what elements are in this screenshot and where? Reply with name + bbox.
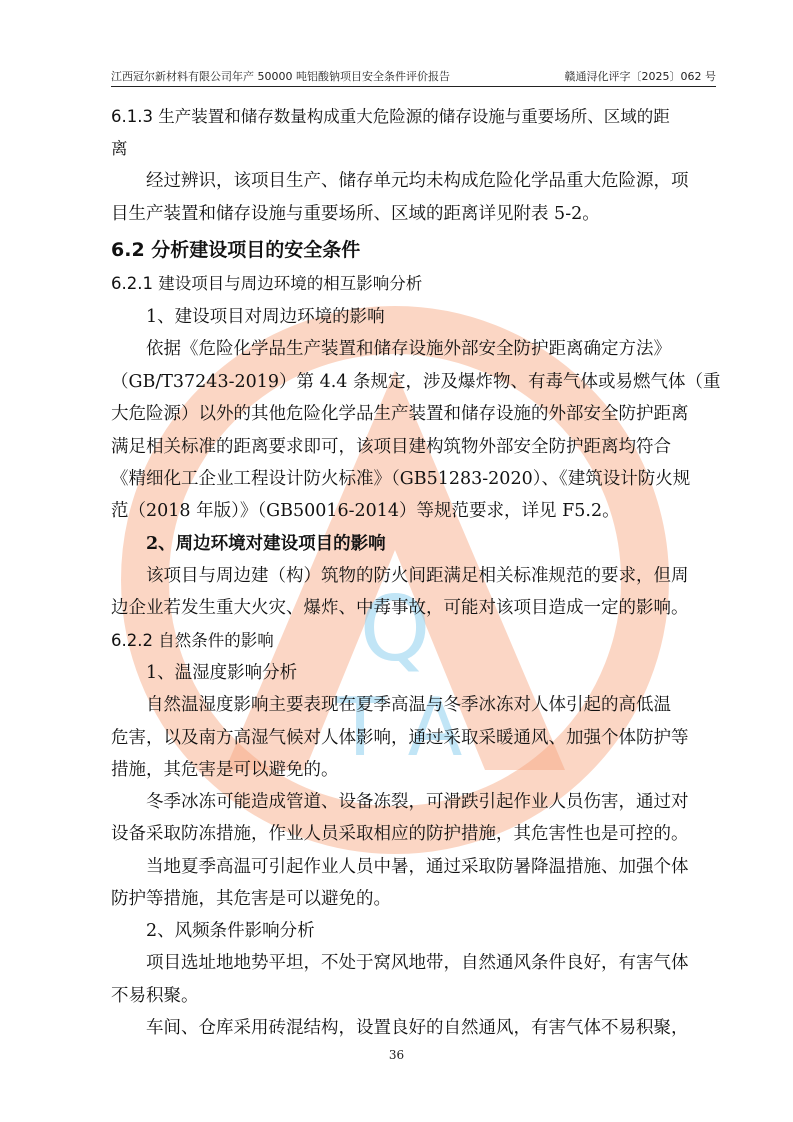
paragraph-line: 项目选址地地势平坦，不处于窝风地带，自然通风条件良好，有害气体 — [146, 953, 689, 973]
paragraph-line: 措施，其危害是可以避免的。 — [111, 760, 339, 780]
paragraph-line: 当地夏季高温可引起作业人员中暑，通过采取防暑降温措施、加强个体 — [146, 857, 689, 877]
page-header — [111, 64, 716, 87]
paragraph-line: 该项目与周边建（构）筑物的防火间距满足相关标准规范的要求，但周 — [146, 566, 689, 586]
section-heading-6-2: 6.2 分析建设项目的安全条件 — [111, 239, 361, 261]
paragraph-line: 经过辨识，该项目生产、储存单元均未构成危险化学品重大危险源，项 — [146, 171, 689, 191]
svg-text:Q: Q — [359, 577, 431, 682]
paragraph-line: 不易积聚。 — [111, 986, 199, 1006]
paragraph-line: 大危险源）以外的其他危险化学品生产装置和储存设施的外部安全防护距离 — [111, 404, 689, 424]
subheading-line: 2、风频条件影响分析 — [146, 921, 315, 941]
header-document-number: 赣通浔化评字〔2025〕062 号 — [564, 70, 716, 83]
subheading-line: 1、建设项目对周边环境的影响 — [146, 307, 385, 327]
paragraph-line: 自然温湿度影响主要表现在夏季高温与冬季冰冻对人体引起的高低温 — [146, 695, 671, 715]
paragraph-line: 设备采取防冻措施，作业人员采取相应的防护措施，其危害性也是可控的。 — [111, 824, 689, 844]
section-heading-6-2-2: 6.2.2 自然条件的影响 — [111, 631, 274, 650]
section-heading-6-1-3: 6.1.3 生产装置和储存数量构成重大危险源的储存设施与重要场所、区域的距 — [111, 107, 670, 126]
paragraph-line: 防护等措施，其危害是可以避免的。 — [111, 889, 391, 909]
paragraph-line: 依据《危险化学品生产装置和储存设施外部安全防护距离确定方法》 — [146, 339, 671, 359]
subheading-line: 2、周边环境对建设项目的影响 — [146, 534, 386, 554]
section-heading-6-1-3-cont: 离 — [111, 139, 128, 158]
paragraph-line: 满足相关标准的距离要求即可，该项目建构筑物外部安全防护距离均符合 — [111, 437, 671, 457]
paragraph-line: 边企业若发生重大火灾、爆炸、中毒事故，可能对该项目造成一定的影响。 — [111, 598, 689, 618]
paragraph-line: 冬季冰冻可能造成管道、设备冻裂，可滑跌引起作业人员伤害，通过对 — [146, 792, 689, 812]
paragraph-line: 车间、仓库采用砖混结构，设置良好的自然通风，有害气体不易积聚， — [146, 1018, 689, 1038]
section-heading-6-2-1: 6.2.1 建设项目与周边环境的相互影响分析 — [111, 274, 423, 293]
page-number: 36 — [388, 1048, 405, 1062]
paragraph-line: 《精细化工企业工程设计防火标准》（GB51283-2020）、《建筑设计防火规 — [111, 469, 691, 489]
svg-text:T: T — [335, 681, 385, 774]
paragraph-line: （GB/T37243-2019）第 4.4 条规定，涉及爆炸物、有毒气体或易燃气体（重 — [111, 372, 721, 392]
paragraph-line: 目生产装置和储存设施与重要场所、区域的距离详见附表 5-2。 — [111, 204, 600, 224]
paragraph-line: 危害，以及南方高湿气候对人体影响，通过采取采暖通风、加强个体防护等 — [111, 728, 689, 748]
header-report-title: 江西冠尔新材料有限公司年产 50000 吨铝酸钠项目安全条件评价报告 — [111, 70, 450, 83]
paragraph-line: 范（2018 年版）》（GB50016-2014）等规范要求，详见 F5.2。 — [111, 501, 620, 521]
subheading-line: 1、温湿度影响分析 — [146, 663, 298, 683]
svg-text:A: A — [407, 681, 463, 774]
